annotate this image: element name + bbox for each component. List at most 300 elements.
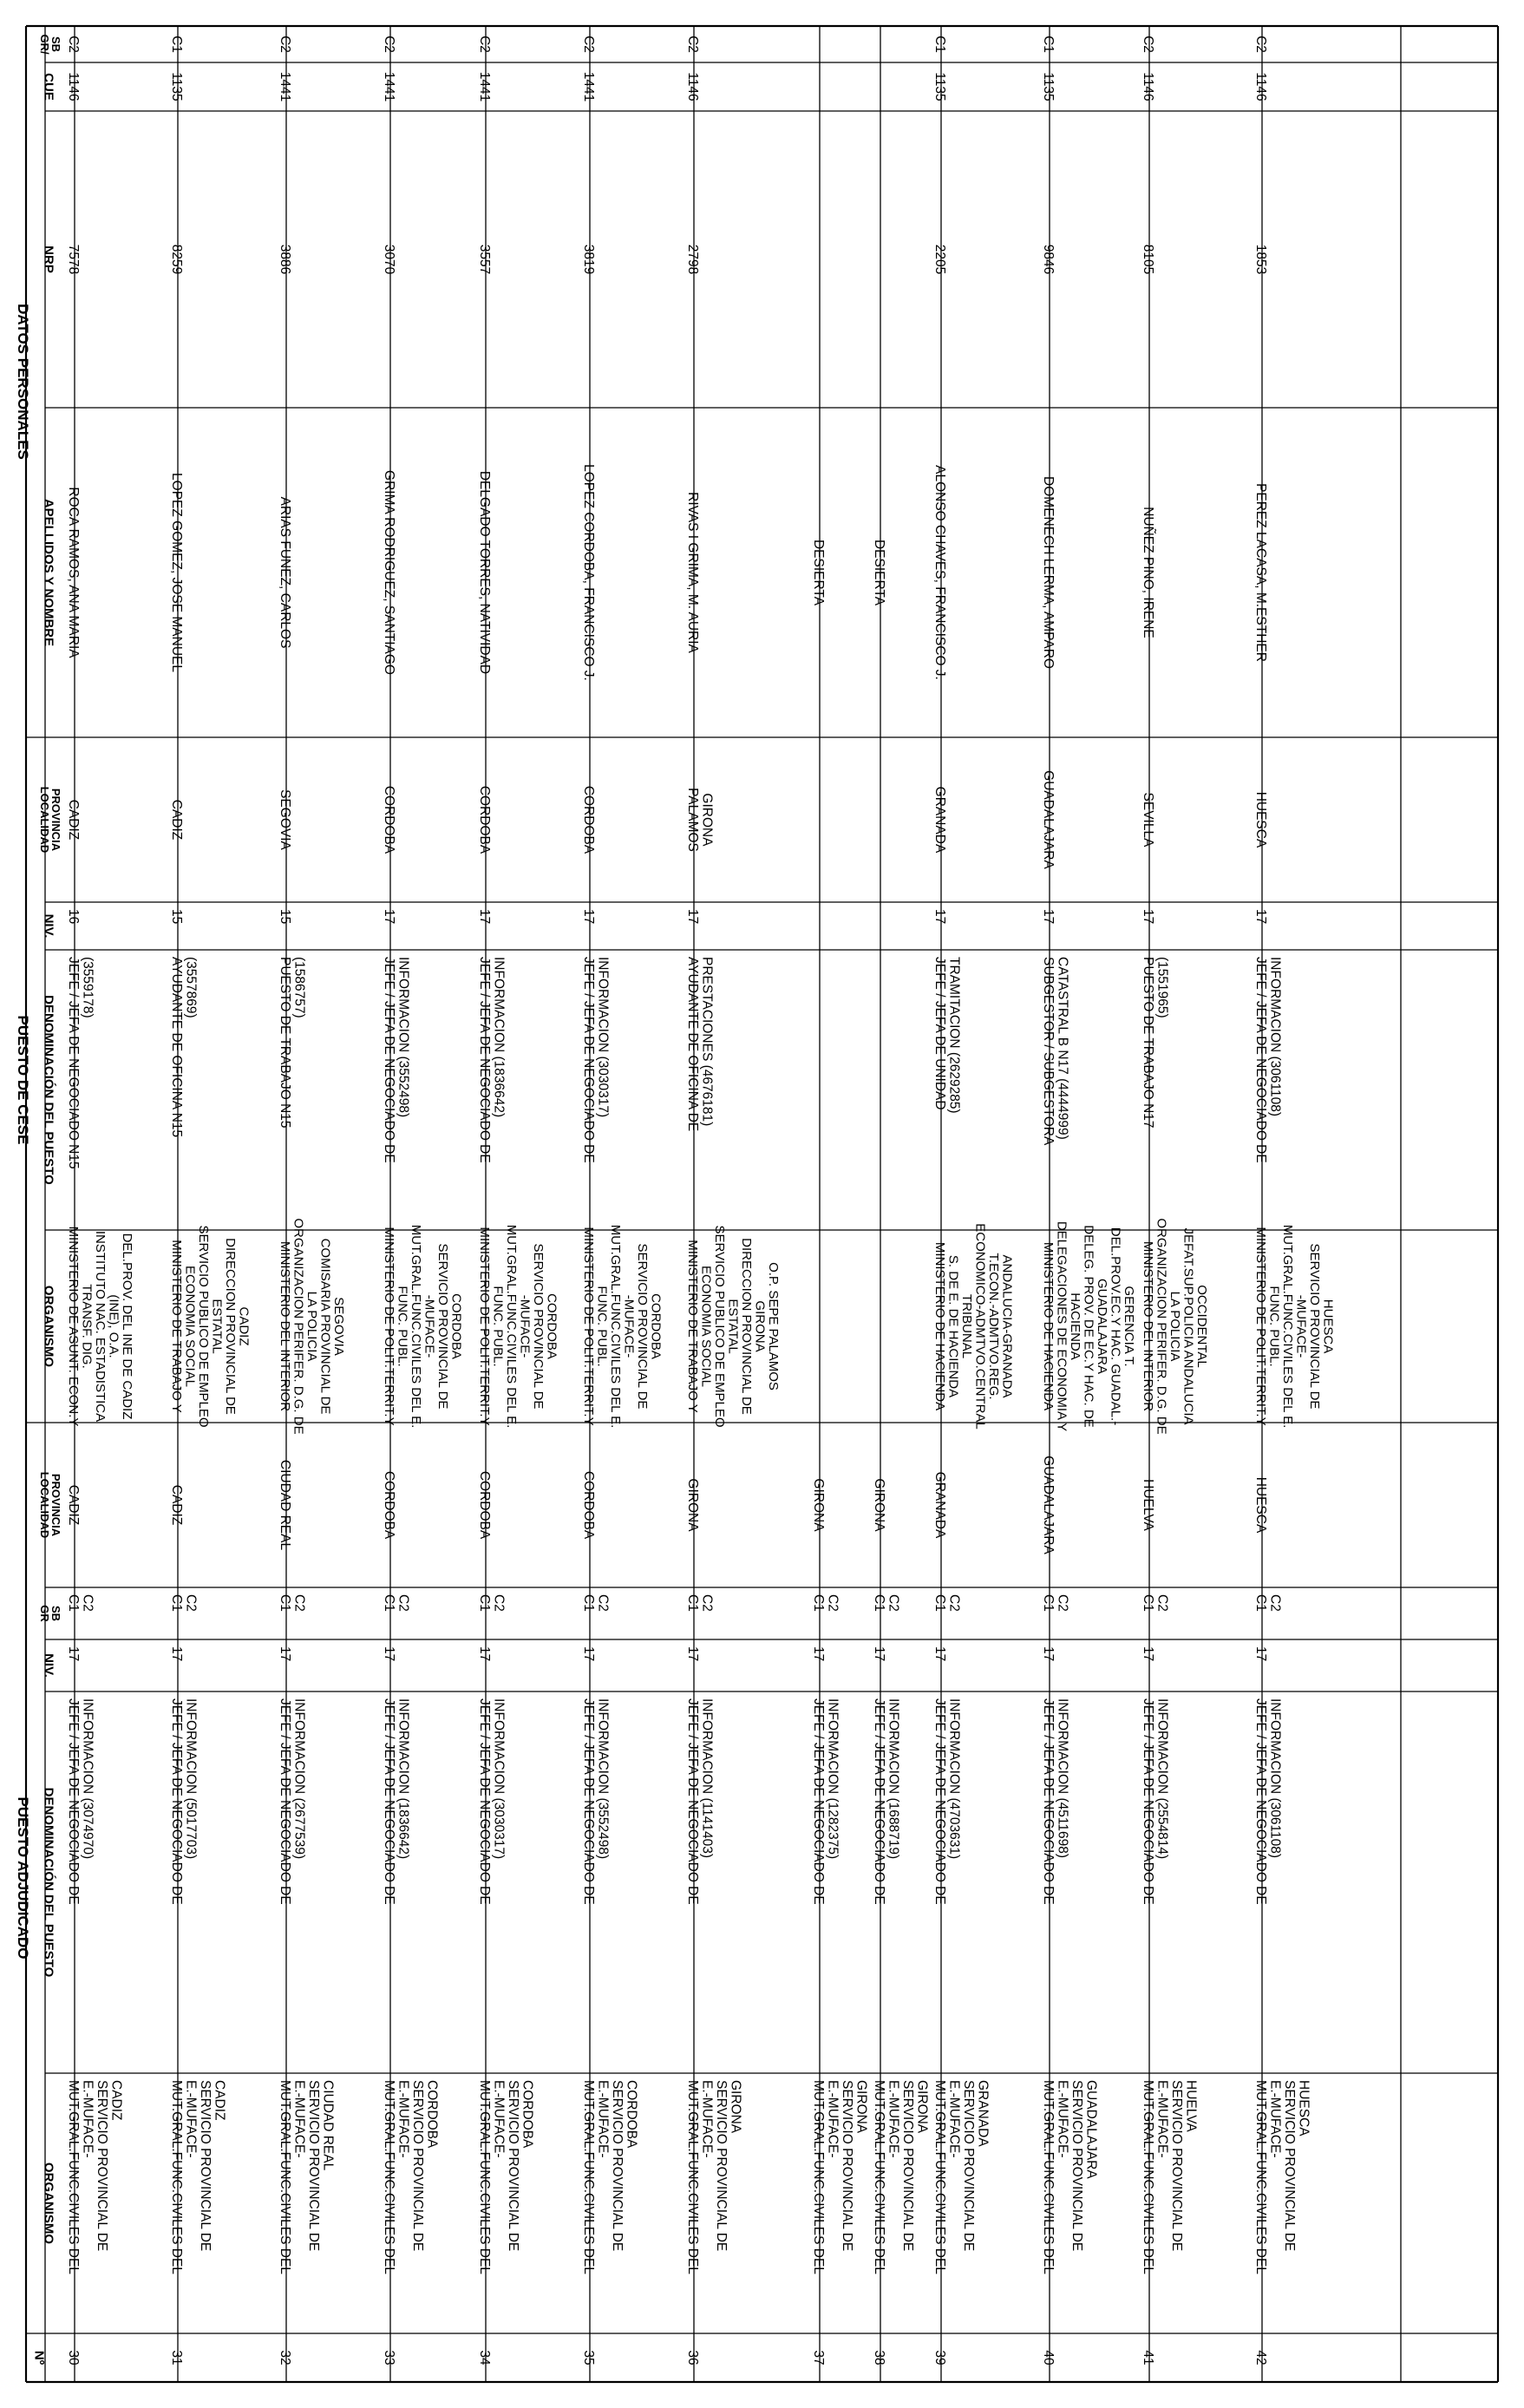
adjudicado-organismo: E.-MUFACE- [886, 2080, 901, 2158]
grupo-subgrupo-value: C2 [278, 36, 292, 53]
column-header: DENOMINACIÓN DEL PUESTO [41, 995, 56, 1185]
row-number: 33 [382, 2350, 396, 2365]
column-header: PROVINCIA [49, 1473, 62, 1537]
column-header: GR/ [38, 34, 51, 55]
grupo-subgrupo-value: C2 [685, 36, 700, 53]
apellidos-nombre: LOPEZ CORDOBA, FRANCISCO J. [581, 464, 596, 681]
cese-denominacion: (3559178) [80, 957, 95, 1018]
adjudicado-organismo: CORDOBA [520, 2080, 535, 2149]
cese-localidad: CADIZ [66, 799, 81, 841]
cese-organismo: (INE), O.A. [106, 1294, 121, 1358]
cese-organismo: INSTITUTO NAC. ESTADISTICA [93, 1230, 108, 1423]
adjudicado-organismo: SERVICIO PROVINCIAL DE [840, 2080, 854, 2252]
cese-organismo: SERVICIO PUBLICO DE EMPLEO [712, 1225, 727, 1428]
cese-organismo: TRANSF. DIG. [79, 1284, 95, 1369]
nrp-value: 7578 [66, 244, 81, 275]
cese-localidad: CORDOBA [382, 785, 396, 854]
apellidos-nombre: ARIAS FUNEZ, CARLOS [278, 496, 292, 649]
adjudicado-organismo: MUT.GRAL.FUNC.CIVILES DEL [811, 2080, 826, 2274]
cuerpo-value: 1441 [382, 71, 396, 102]
cese-localidad: CORDOBA [581, 785, 596, 854]
adjudicado-organismo: E.-MUFACE- [80, 2080, 95, 2158]
cese-organismo: DELEG. PROV. DE EC.Y HAC. DE [1081, 1225, 1096, 1428]
adjudicado-denominacion: INFORMACION (2677539) [291, 1698, 307, 1860]
grupo-subgrupo-value: C2 [1253, 36, 1268, 53]
adjudicado-denominacion: JEFE / JEFA DE NEGOCIADO DE [1141, 1698, 1155, 1905]
cese-denominacion: INFORMACION (3030317) [595, 957, 611, 1118]
adjudicado-denominacion: JEFE / JEFA DE NEGOCIADO DE [169, 1698, 184, 1905]
adjudicado-denominacion: JEFE / JEFA DE NEGOCIADO DE [581, 1698, 596, 1905]
adjudicado-organismo: SERVICIO PROVINCIAL DE [714, 2080, 729, 2252]
cese-nivel: 17 [1253, 909, 1268, 925]
adjudicado-organismo: SERVICIO PROVINCIAL DE [610, 2080, 625, 2252]
adjudicado-organismo: GRANADA [975, 2080, 991, 2147]
cese-denominacion: INFORMACION (3552498) [396, 957, 411, 1118]
column-header: NIV. [41, 913, 56, 939]
adjudicado-localidad: HUELVA [1141, 1479, 1155, 1531]
column-header: APELLIDOS Y NOMBRE [41, 498, 56, 647]
grupo-subgrupo-value: C2 [66, 36, 81, 53]
nrp-value: 3819 [581, 244, 596, 275]
cese-organismo: DIRECCION PROVINCIAL DE [739, 1238, 754, 1415]
adjudicado-organismo: E.-MUFACE- [1055, 2080, 1070, 2158]
grupo-subgrupo-value: C1 [1041, 36, 1056, 53]
cese-organismo: GERENCIA T. [1122, 1286, 1136, 1367]
row-number: 34 [477, 2350, 492, 2365]
cese-denominacion: (3557869) [183, 957, 199, 1018]
adjudicado-localidad: CORDOBA [581, 1470, 596, 1540]
nrp-value: 3070 [382, 244, 396, 275]
cese-denominacion: JEFE / JEFA DE NEGOCIADO DE [581, 957, 596, 1163]
column-header: SB [49, 1605, 62, 1622]
cese-nivel: 17 [1141, 909, 1155, 925]
cese-organismo: CADIZ [236, 1306, 252, 1346]
adjudicado-grupo: C1 [477, 1594, 492, 1612]
cese-organismo: GUADALAJARA [1095, 1278, 1109, 1375]
cese-nivel: 15 [278, 909, 292, 925]
cese-organismo: FUNC. PUBL. [594, 1286, 610, 1367]
cese-organismo: LA POLICIA [1168, 1291, 1182, 1362]
column-header: NIV. [41, 1653, 56, 1678]
cese-organismo: MINISTERIO DE ASUNT. ECON.Y [66, 1226, 81, 1427]
cese-denominacion: CATASTRAL B N17 (4444999) [1055, 957, 1070, 1140]
grupo-subgrupo-value: C1 [932, 36, 947, 53]
adjudicado-organismo: GIRONA [914, 2080, 930, 2134]
cese-localidad: CORDOBA [477, 785, 492, 854]
adjudicado-grupo: C2 [886, 1594, 901, 1612]
apellidos-nombre: DOMENECH LERMA, AMPARO [1041, 476, 1056, 669]
adjudicado-localidad: GIRONA [685, 1478, 700, 1532]
adjudicado-grupo: C2 [80, 1594, 95, 1612]
cese-nivel: 15 [169, 909, 184, 925]
adjudicado-denominacion: INFORMACION (3074970) [80, 1698, 95, 1860]
adjudicado-grupo: C2 [491, 1594, 507, 1612]
adjudicado-nivel: 17 [811, 1646, 826, 1662]
adjudicado-organismo: CADIZ [212, 2080, 227, 2121]
adjudicado-organismo: HUELVA [1183, 2080, 1199, 2132]
cese-organismo: ANDALUCIA-GRANADA [999, 1254, 1015, 1398]
adjudicado-grupo: C2 [699, 1594, 715, 1612]
cese-organismo: MUT.GRAL.FUNC.CIVILES DEL E. [608, 1224, 623, 1429]
adjudicado-grupo: C2 [1055, 1594, 1070, 1612]
adjudicado-denominacion: INFORMACION (3030317) [491, 1698, 507, 1860]
nrp-value: 8105 [1141, 244, 1155, 275]
adjudicado-denominacion: JEFE / JEFA DE NEGOCIADO DE [1041, 1698, 1056, 1905]
cese-denominacion: AYUDANTE DE OFICINA N15 [169, 957, 184, 1138]
cese-organismo: DEL.PROV.EC.Y HAC. GUADAL.- [1108, 1227, 1123, 1426]
adjudicado-denominacion: INFORMACION (4703631) [946, 1698, 962, 1860]
adjudicado-nivel: 17 [1141, 1646, 1155, 1662]
group-header-puesto-cese: PUESTO DE CESE [14, 1015, 31, 1145]
row-number: 39 [932, 2350, 947, 2365]
cese-organismo: MINISTERIO DEL INTERIOR [1141, 1240, 1155, 1412]
cese-organismo: SERVICIO PROVINCIAL DE [1307, 1243, 1322, 1410]
adjudicado-localidad: CORDOBA [477, 1470, 492, 1540]
adjudicado-organismo: E.-MUFACE- [699, 2080, 715, 2158]
adjudicado-organismo: GIRONA [728, 2080, 743, 2134]
row-number: 30 [66, 2350, 81, 2365]
cese-localidad: HUESCA [1253, 791, 1268, 848]
adjudicado-denominacion: INFORMACION (1141403) [699, 1698, 715, 1859]
cese-organismo: SERVICIO PUBLICO DE EMPLEO [196, 1225, 211, 1428]
adjudicado-grupo: C1 [811, 1594, 826, 1612]
adjudicado-nivel: 17 [932, 1646, 947, 1662]
cese-nivel: 17 [477, 909, 492, 925]
cese-denominacion: PUESTO DE TRABAJO N15 [278, 957, 292, 1129]
adjudicado-organismo: MUT.GRAL.FUNC.CIVILES DEL [932, 2080, 947, 2274]
adjudicado-nivel: 17 [66, 1646, 81, 1662]
column-header: ORGANISMO [41, 1285, 56, 1368]
adjudicado-nivel: 17 [278, 1646, 292, 1662]
grupo-subgrupo-value: C2 [1141, 36, 1155, 53]
column-header: PROVINCIA [49, 788, 62, 852]
adjudicado-organismo: CADIZ [108, 2080, 124, 2121]
adjudicado-grupo: C1 [382, 1594, 396, 1612]
cese-organismo: TRIBUNAL [959, 1293, 974, 1359]
group-header-puesto-adjudicado: PUESTO ADJUDICADO [14, 1796, 31, 1960]
cuerpo-value: 1441 [581, 71, 596, 102]
column-header: CUE [41, 73, 56, 101]
row-number: 42 [1253, 2350, 1268, 2365]
cese-organismo: CORDOBA [648, 1293, 664, 1359]
adjudicado-nivel: 17 [872, 1646, 886, 1662]
cese-organismo: HACIENDA [1068, 1292, 1082, 1360]
cuerpo-value: 1441 [477, 71, 492, 102]
nrp-value: 3886 [278, 244, 292, 275]
adjudicado-denominacion: JEFE / JEFA DE NEGOCIADO DE [66, 1698, 81, 1905]
adjudicado-nivel: 17 [477, 1646, 492, 1662]
adjudicado-organismo: MUT.GRAL.FUNC.CIVILES DEL [278, 2080, 292, 2274]
cese-organismo: FUNC. PUBL. [490, 1286, 506, 1367]
adjudicado-organismo: E.-MUFACE- [946, 2080, 962, 2158]
adjudicado-organismo: SERVICIO PROVINCIAL DE [1169, 2080, 1184, 2252]
group-header-datos-personales: DATOS PERSONALES [14, 304, 31, 460]
adjudicado-grupo: C1 [278, 1594, 292, 1612]
cese-organismo: MINISTERIO DE TRABAJO Y [685, 1240, 700, 1413]
adjudicado-organismo: MUT.GRAL.FUNC.CIVILES DEL [581, 2080, 596, 2274]
cuerpo-value: 1135 [169, 72, 184, 101]
nrp-value: 3557 [477, 244, 492, 275]
adjudicado-grupo: C2 [946, 1594, 962, 1612]
adjudicado-organismo: E.-MUFACE- [1154, 2080, 1170, 2158]
column-header: Nº [31, 2350, 47, 2365]
adjudicado-organismo: SERVICIO PROVINCIAL DE [506, 2080, 520, 2252]
cese-denominacion: PUESTO DE TRABAJO N17 [1141, 957, 1155, 1129]
adjudicado-localidad: CADIZ [66, 1484, 81, 1526]
adjudicado-organismo: SERVICIO PROVINCIAL DE [410, 2080, 425, 2252]
cese-organismo: O.P. SEPE PALAMOS [766, 1262, 781, 1390]
adjudicado-nivel: 17 [382, 1646, 396, 1662]
adjudicado-organismo: GIRONA [854, 2080, 869, 2134]
adjudicado-nivel: 17 [685, 1646, 700, 1662]
apellidos-nombre: ROCA RAMOS, ANA MARIA [66, 487, 81, 658]
column-header: LOCALIDAD [38, 786, 51, 854]
cese-organismo: FUNC. PUBL. [1266, 1286, 1282, 1367]
cese-localidad: GRANADA [932, 786, 947, 854]
cese-organismo: MINISTERIO DE POLIT.TERRIT.Y [477, 1227, 492, 1426]
adjudicado-grupo: C1 [872, 1594, 886, 1612]
adjudicado-grupo: C1 [1141, 1594, 1155, 1612]
cese-organismo: ESTATAL [725, 1299, 741, 1354]
cese-organismo: CORDOBA [448, 1293, 464, 1359]
adjudicado-grupo: C2 [1267, 1594, 1283, 1612]
grupo-subgrupo-value: C2 [382, 36, 396, 53]
adjudicado-organismo: E.-MUFACE- [396, 2080, 411, 2158]
column-header: DENOMINACIÓN DEL PUESTO [41, 1787, 56, 1978]
adjudicado-organismo: SERVICIO PROVINCIAL DE [95, 2080, 109, 2252]
cese-denominacion: JEFE / JEFA DE NEGOCIADO DE [382, 957, 396, 1163]
cuerpo-value: 1146 [1253, 72, 1268, 101]
adjudicado-denominacion: INFORMACION (4511698) [1055, 1698, 1070, 1859]
adjudicado-organismo: E.-MUFACE- [291, 2080, 307, 2158]
row-number: 36 [685, 2350, 700, 2365]
cese-organismo: SERVICIO PROVINCIAL DE [531, 1243, 546, 1410]
apellidos-nombre: RIVAS I GRIMA, M. AURIA [685, 492, 700, 653]
nrp-value: 2205 [932, 244, 947, 275]
adjudicado-localidad: CIUDAD REAL [278, 1459, 292, 1551]
cese-organismo: T.ECON.-ADMTVO.REG. [986, 1253, 1001, 1400]
cese-organismo: GIRONA [752, 1300, 768, 1352]
cese-organismo: ECONOMIA SOCIAL [698, 1265, 714, 1388]
nrp-value: 1853 [1253, 244, 1268, 275]
row-number: 32 [278, 2350, 292, 2365]
apellidos-nombre: DELGADO TORRES, NATIVIDAD [477, 470, 492, 675]
adjudicado-organismo: MUT.GRAL.FUNC.CIVILES DEL [382, 2080, 396, 2274]
row-number: 37 [811, 2350, 826, 2365]
grupo-subgrupo-value: C2 [477, 36, 492, 53]
column-header: NRP [41, 245, 56, 273]
cese-organismo: -MUFACE- [621, 1294, 637, 1358]
adjudicado-grupo: C1 [581, 1594, 596, 1612]
cese-organismo: CORDOBA [544, 1293, 559, 1359]
apellidos-nombre: PEREZ LACASA, M.ESTHER [1253, 483, 1268, 662]
adjudicado-nivel: 17 [1041, 1646, 1056, 1662]
adjudicado-denominacion: INFORMACION (3061108) [1267, 1698, 1283, 1859]
apellidos-nombre: DESIERTA [872, 539, 886, 606]
adjudicado-organismo: CIUDAD REAL [320, 2080, 336, 2171]
cese-organismo: MINISTERIO DE HACIENDA [932, 1241, 947, 1411]
adjudicado-organismo: SERVICIO PROVINCIAL DE [900, 2080, 915, 2252]
adjudicado-denominacion: INFORMACION (1688719) [886, 1698, 901, 1860]
adjudicado-denominacion: INFORMACION (5017703) [183, 1698, 199, 1860]
cuerpo-value: 1441 [278, 71, 292, 102]
cese-denominacion: SUBGESTOR / SUBGESTORA [1041, 957, 1056, 1146]
adjudicado-grupo: C2 [291, 1594, 307, 1612]
adjudicado-grupo: C2 [595, 1594, 611, 1612]
adjudicado-localidad: HUESCA [1253, 1476, 1268, 1534]
cese-denominacion: JEFE / JEFA DE UNIDAD [932, 957, 947, 1110]
column-header: LOCALIDAD [38, 1471, 51, 1539]
row-number: 38 [872, 2350, 886, 2365]
cese-organismo: MINISTERIO DE HACIENDA [1041, 1241, 1056, 1411]
adjudicado-localidad: GUADALAJARA [1041, 1456, 1056, 1554]
adjudicado-denominacion: JEFE / JEFA DE NEGOCIADO DE [477, 1698, 492, 1905]
cese-organismo: SERVICIO PROVINCIAL DE [435, 1243, 450, 1410]
adjudicado-organismo: SERVICIO PROVINCIAL DE [198, 2080, 213, 2252]
cese-organismo: JEFAT.SUP.POLICIA ANDALUCIA [1181, 1227, 1196, 1425]
adjudicado-grupo: C1 [66, 1594, 81, 1612]
adjudicado-organismo: SERVICIO PROVINCIAL DE [1282, 2080, 1297, 2252]
cese-localidad: CADIZ [169, 799, 184, 841]
adjudicado-denominacion: INFORMACION (2554814) [1154, 1698, 1170, 1860]
cese-nivel: 16 [66, 909, 81, 925]
adjudicado-denominacion: JEFE / JEFA DE NEGOCIADO DE [278, 1698, 292, 1905]
cese-denominacion: JEFE / JEFA DE NEGOCIADO DE [1253, 957, 1268, 1163]
cese-denominacion: JEFE / JEFA DE NEGOCIADO DE [477, 957, 492, 1163]
cese-organismo: ECONOMIA SOCIAL [182, 1265, 198, 1388]
nrp-value: 2798 [685, 244, 700, 275]
adjudicado-organismo: E.-MUFACE- [183, 2080, 199, 2158]
adjudicado-organismo: MUT.GRAL.FUNC.CIVILES DEL [66, 2080, 81, 2274]
cese-localidad: SEVILLA [1141, 792, 1155, 847]
cese-localidad: GUADALAJARA [1041, 770, 1056, 869]
cese-organismo: FUNC. PUBL. [395, 1286, 410, 1367]
cuerpo-value: 1146 [66, 72, 81, 101]
cese-organismo: -MUFACE- [1293, 1294, 1309, 1358]
cese-organismo: -MUFACE- [517, 1294, 533, 1358]
cese-localidad: GIRONA [699, 793, 715, 847]
cese-nivel: 17 [382, 909, 396, 925]
cese-organismo: MUT.GRAL.FUNC.CIVILES DEL E. [1280, 1224, 1295, 1429]
cese-organismo: MINISTERIO DE POLIT.TERRIT.Y [581, 1227, 596, 1426]
apellidos-nombre: LOPEZ GOMEZ, JOSE MANUEL [169, 473, 184, 672]
adjudicado-denominacion: JEFE / JEFA DE NEGOCIADO DE [872, 1698, 886, 1905]
cese-nivel: 17 [581, 909, 596, 925]
adjudicado-denominacion: JEFE / JEFA DE NEGOCIADO DE [932, 1698, 947, 1905]
adjudicado-denominacion: INFORMACION (1836642) [396, 1698, 411, 1860]
adjudicado-nivel: 17 [169, 1646, 184, 1662]
cese-organismo: MINISTERIO DE POLIT.TERRIT.Y [1253, 1227, 1268, 1426]
adjudicado-organismo: E.-MUFACE- [825, 2080, 840, 2158]
cese-organismo: ORGANIZACION PERIFER. D.G. DE [1154, 1218, 1169, 1435]
adjudicado-grupo: C1 [685, 1594, 700, 1612]
cese-nivel: 17 [932, 909, 947, 925]
cese-denominacion: INFORMACION (3061108) [1267, 957, 1283, 1117]
apellidos-nombre: DESIERTA [811, 539, 826, 606]
adjudicado-organismo: MUT.GRAL.FUNC.CIVILES DEL [169, 2080, 184, 2274]
cuerpo-value: 1146 [1141, 72, 1155, 101]
cese-denominacion: (1586757) [291, 957, 307, 1018]
cese-organismo: ESTATAL [209, 1299, 225, 1354]
cuerpo-value: 1146 [685, 72, 700, 101]
adjudicado-localidad: GRANADA [932, 1471, 947, 1539]
adjudicado-organismo: MUT.GRAL.FUNC.CIVILES DEL [477, 2080, 492, 2274]
apellidos-nombre: NUÑEZ PINO, IRENE [1141, 507, 1155, 638]
adjudicado-organismo: E.-MUFACE- [491, 2080, 507, 2158]
adjudicado-denominacion: JEFE / JEFA DE NEGOCIADO DE [1253, 1698, 1268, 1905]
cese-localidad: SEGOVIA [278, 789, 292, 850]
row-number: 31 [169, 2350, 184, 2365]
cese-organismo: -MUFACE- [422, 1294, 437, 1358]
apellidos-nombre: GRIMA RODRIGUEZ, SANTIAGO [382, 470, 396, 675]
cese-organismo: SEGOVIA [331, 1297, 346, 1356]
cese-denominacion: INFORMACION (1836642) [491, 957, 507, 1118]
adjudicado-grupo: C2 [183, 1594, 199, 1612]
cese-denominacion: PRESTACIONES (4676181) [699, 957, 715, 1127]
column-header: GR [38, 1605, 51, 1622]
adjudicado-organismo: CORDOBA [424, 2080, 440, 2149]
cese-organismo: MINISTERIO DE POLIT.TERRIT.Y [382, 1227, 396, 1426]
cese-organismo: MINISTERIO DE TRABAJO Y [169, 1240, 184, 1413]
cese-organismo: LA POLICIA [304, 1291, 319, 1362]
adjudicado-nivel: 17 [581, 1646, 596, 1662]
row-number: 40 [1041, 2350, 1056, 2365]
cese-organismo: ORGANIZACION PERIFER. D.G. DE [291, 1218, 306, 1435]
cese-organismo: OCCIDENTAL [1194, 1285, 1209, 1368]
grupo-subgrupo-value: C1 [169, 36, 184, 53]
adjudicado-grupo: C2 [396, 1594, 411, 1612]
cese-organismo: COMISARIA PROVINCIAL DE [317, 1238, 333, 1415]
adjudicado-nivel: 17 [1253, 1646, 1268, 1662]
cese-denominacion: TRAMITACION (2629285) [946, 957, 962, 1114]
adjudicado-grupo: C1 [1041, 1594, 1056, 1612]
apellidos-nombre: ALONSO CHAVES, FRANCISCO J. [932, 465, 947, 680]
row-number: 35 [581, 2350, 596, 2365]
column-header: ORGANISMO [41, 2162, 56, 2245]
cese-organismo: S. DE E. DE HACIENDA [945, 1254, 961, 1398]
cese-nivel: 17 [1041, 909, 1056, 925]
cese-nivel: 17 [685, 909, 700, 925]
adjudicado-organismo: SERVICIO PROVINCIAL DE [1069, 2080, 1084, 2252]
cese-organismo: HUESCA [1320, 1299, 1336, 1354]
adjudicado-localidad: GIRONA [872, 1478, 886, 1532]
adjudicado-grupo: C2 [825, 1594, 840, 1612]
adjudicado-organismo: E.-MUFACE- [595, 2080, 611, 2158]
cese-organismo: MUT.GRAL.FUNC.CIVILES DEL E. [409, 1224, 423, 1429]
grupo-subgrupo-value: C2 [581, 36, 596, 53]
adjudicado-organismo: E.-MUFACE- [1267, 2080, 1283, 2158]
cese-organismo: MUT.GRAL.FUNC.CIVILES DEL E. [504, 1224, 519, 1429]
adjudicado-localidad: CADIZ [169, 1484, 184, 1526]
adjudicado-denominacion: INFORMACION (3552498) [595, 1698, 611, 1860]
adjudicado-grupo: C2 [1154, 1594, 1170, 1612]
adjudicado-organismo: MUT.GRAL.FUNC.CIVILES DEL [1253, 2080, 1268, 2274]
adjudicado-grupo: C1 [1253, 1594, 1268, 1612]
adjudicado-organismo: GUADALAJARA [1083, 2080, 1099, 2179]
adjudicado-organismo: MUT.GRAL.FUNC.CIVILES DEL [872, 2080, 886, 2274]
cese-organismo: DIRECCION PROVINCIAL DE [223, 1238, 238, 1415]
adjudicado-organismo: MUT.GRAL.FUNC.CIVILES DEL [1041, 2080, 1056, 2274]
adjudicado-denominacion: JEFE / JEFA DE NEGOCIADO DE [685, 1698, 700, 1905]
cese-organismo: ECONOMICO-ADMTVO.CENTRAL [972, 1223, 988, 1430]
nrp-value: 9846 [1041, 244, 1056, 275]
cese-denominacion: JEFE / JEFA DE NEGOCIADO N15 [66, 957, 81, 1169]
cese-organismo: SERVICIO PROVINCIAL DE [635, 1243, 650, 1410]
adjudicado-localidad: CORDOBA [382, 1470, 396, 1540]
adjudicado-denominacion: JEFE / JEFA DE NEGOCIADO DE [382, 1698, 396, 1905]
cese-organismo: DEL.PROV. DEL INE DE CADIZ [120, 1233, 134, 1420]
adjudicado-organismo: SERVICIO PROVINCIAL DE [961, 2080, 976, 2252]
